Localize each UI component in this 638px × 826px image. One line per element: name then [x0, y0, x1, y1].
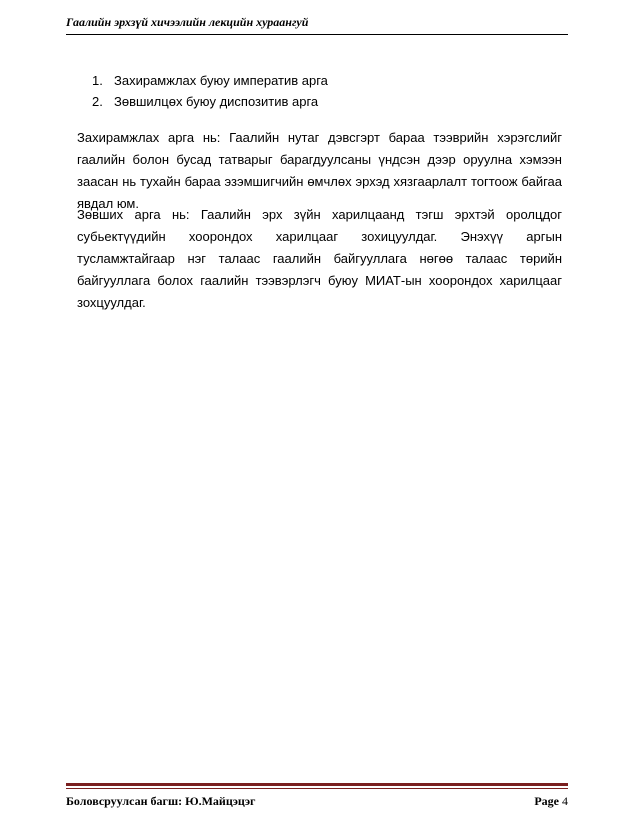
list-item-number: 2. [92, 94, 103, 109]
paragraph-imperative-method: Захирамжлах арга нь: Гаалийн нутаг дэвсгэрт бараа тээврийн хэрэгслийг гаалийн болон бусад татварыг барагдуулсаны үндсэн дээр оруулна хэмээн заасан нь тухайн бараа эзэмшигчийн өмчлөх эрхэд хязгаарлалт тогтоож байгаа явдал юм. [77, 130, 562, 211]
footer-page-indicator [534, 793, 568, 809]
methods-list [92, 70, 552, 112]
footer-divider-thin [66, 788, 568, 789]
list-item [92, 91, 552, 112]
list-item-text: Захирамжлах буюу императив арга [114, 73, 328, 88]
footer-divider-thick [66, 783, 568, 786]
page-number: 4 [562, 794, 568, 808]
list-item [92, 70, 552, 91]
header-divider [66, 34, 568, 35]
footer-author: Боловсруулсан багш: Ю.Майцэцэг [66, 794, 256, 808]
list-item-number: 1. [92, 73, 103, 88]
page-header-title: Гаалийн эрхзүй хичээлийн лекцийн хураангуй [66, 15, 309, 29]
page-label: Page [534, 794, 559, 808]
list-item-text: Зөвшилцөх буюу диспозитив арга [114, 94, 319, 109]
paragraph-dispositive-method: Зөвших арга нь: Гаалийн эрх зүйн харилцаанд тэгш эрхтэй оролцдог субьектүүдийн хоорондох харилцааг зохицуулдаг. Энэхүү аргын тусламжтайгаар нэг талаас гаалийн байгууллага нөгөө талаас төрийн байгууллага болох гаалийн тээвэрлэгч буюу МИАТ-ын хоорондох харилцааг зохцуулдаг. [77, 207, 562, 310]
